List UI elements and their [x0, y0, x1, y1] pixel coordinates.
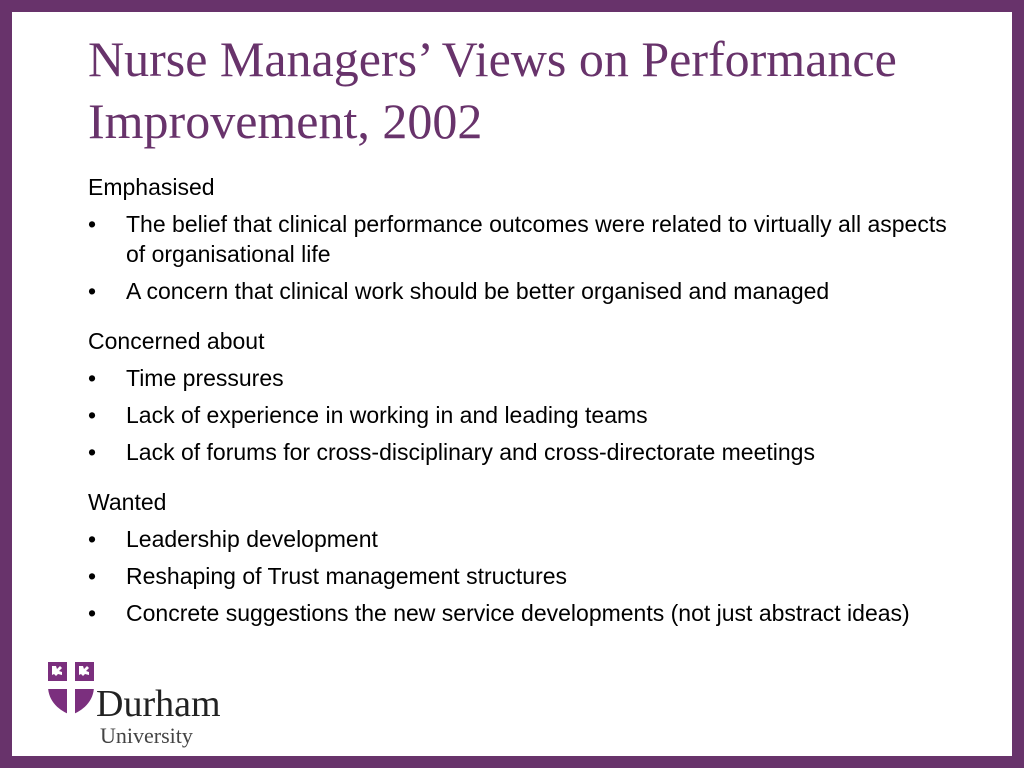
- logo-subtitle: University: [100, 723, 193, 748]
- bullet-dot: •: [88, 526, 97, 552]
- bullet-text: Concrete suggestions the new service developments (not just abstract ideas): [126, 600, 910, 626]
- bullet-dot: •: [88, 439, 97, 465]
- durham-shield-icon: [46, 660, 96, 716]
- bullet-dot: •: [88, 211, 97, 237]
- bullet-list: [88, 363, 948, 467]
- bullet-item: [88, 437, 948, 467]
- bullet-text: Lack of experience in working in and leading teams: [126, 402, 648, 428]
- bullet-dot: •: [88, 600, 97, 626]
- section-heading: Emphasised: [88, 174, 215, 200]
- bullet-item: [88, 561, 948, 591]
- durham-university-logo: [46, 660, 256, 750]
- bullet-item: [88, 209, 948, 269]
- bullet-dot: •: [88, 563, 97, 589]
- section-concerned-about: [88, 326, 948, 467]
- bullet-list: [88, 524, 948, 628]
- bullet-dot: •: [88, 278, 97, 304]
- section-emphasised: [88, 172, 948, 306]
- bullet-dot: •: [88, 365, 97, 391]
- section-heading: Concerned about: [88, 328, 265, 354]
- bullet-item: [88, 276, 948, 306]
- logo-name: Durham: [96, 683, 221, 725]
- bullet-text: Lack of forums for cross-disciplinary and cross-directorate meetings: [126, 439, 815, 465]
- bullet-item: [88, 598, 948, 628]
- bullet-item: [88, 363, 948, 393]
- slide-title: Nurse Managers’ Views on Performance Improvement, 2002: [88, 31, 897, 149]
- bullet-item: [88, 400, 948, 430]
- slide-content: [88, 172, 948, 648]
- section-heading: Wanted: [88, 489, 167, 515]
- bullet-text: A concern that clinical work should be better organised and managed: [126, 278, 830, 304]
- section-wanted: [88, 487, 948, 628]
- bullet-text: The belief that clinical performance outcomes were related to virtually all aspects of organisational life: [126, 211, 947, 267]
- bullet-text: Leadership development: [126, 526, 378, 552]
- bullet-item: [88, 524, 948, 554]
- bullet-list: [88, 209, 948, 306]
- bullet-text: Time pressures: [126, 365, 284, 391]
- bullet-dot: •: [88, 402, 97, 428]
- bullet-text: Reshaping of Trust management structures: [126, 563, 568, 589]
